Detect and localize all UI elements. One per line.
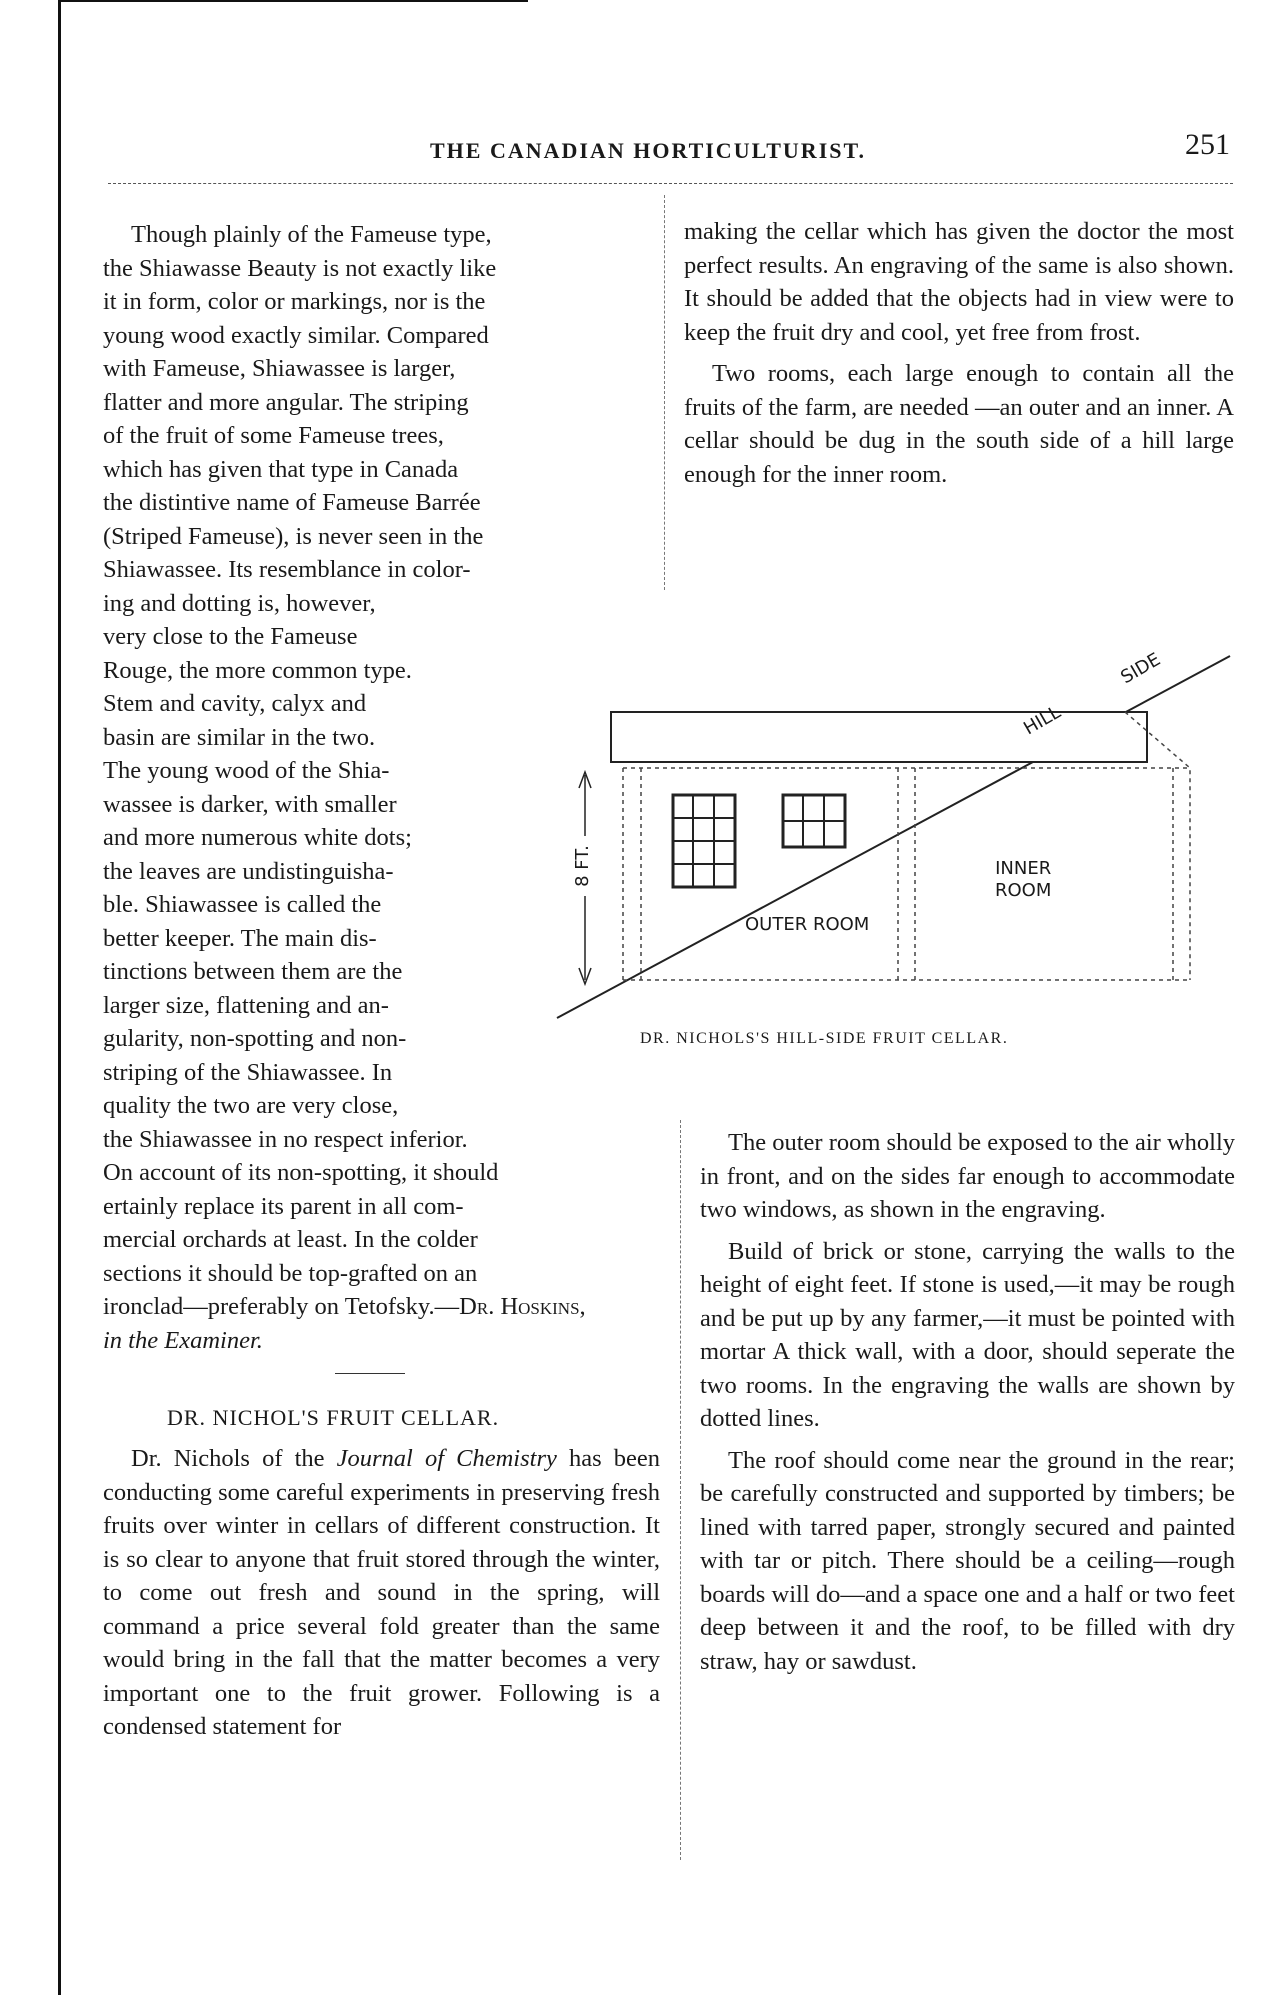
text-line: with Fameuse, Shiawassee is larger,: [103, 355, 456, 382]
right-article-top: [684, 215, 1234, 491]
text-line: and more numerous white dots;: [103, 824, 412, 851]
label-outer-room: OUTER ROOM: [745, 914, 870, 935]
text-line: Stem and cavity, calyx and: [103, 690, 367, 717]
roof: [611, 712, 1147, 762]
text-line: which has given that type in Canada: [103, 455, 459, 483]
left-para-2: [103, 1442, 660, 1744]
attribution-line: [75, 1290, 660, 1324]
text-line: ing and dotting is, however,: [103, 589, 376, 617]
scan-edge-line: [58, 0, 61, 1995]
right-article-bottom: [700, 1126, 1235, 1678]
header-rule: [108, 183, 1233, 184]
text-line: the Shiawasse Beauty is not exactly like: [103, 254, 497, 282]
author-name: Dr. Hoskins,: [459, 1293, 586, 1320]
text-line: Shiawassee. Its resemblance in color-: [103, 556, 471, 583]
window-2: [783, 795, 845, 847]
text-line: wassee is darker, with smaller: [103, 790, 397, 818]
cellar-figure: [555, 650, 1235, 1050]
label-height: 8 FT.: [572, 836, 594, 896]
label-side: SIDE: [1117, 648, 1165, 689]
text-line: it in form, color or markings, nor is the: [103, 288, 486, 315]
text-line: striping of the Shiawassee. In: [103, 1058, 393, 1086]
running-title: THE CANADIAN HORTICULTURIST.: [430, 138, 867, 163]
label-hill: HILL: [1020, 701, 1065, 740]
right-para-3: The outer room should be exposed to the air wholly in front, and on the sides far enough to accommodate two windows, as shown in the engraving.: [700, 1129, 1235, 1223]
text-run: has been conducting some careful experiments in preserving fresh fruits over winter in cellars of different construction. It is so clear to anyone that fruit stored through the winter, to come out fresh and sound in the spring, will command a price several fold greater than the same would bring in the fall that the matter becomes a very important one to the fruit grower. Following is a condensed statement for: [103, 1445, 660, 1740]
figure-caption: DR. NICHOLS'S HILL-SIDE FRUIT CELLAR.: [640, 1030, 1009, 1047]
text-line: mercial orchards at least. In the colder: [103, 1226, 478, 1253]
text-line-start: ironclad—preferably on Tetofsky.—: [103, 1293, 460, 1320]
text-line: flatter and more angular. The striping: [103, 388, 469, 416]
text-line: The young wood of the Shia-: [103, 757, 390, 784]
text-line: (Striped Fameuse), is never seen in the: [103, 522, 484, 550]
section-separator: [335, 1373, 405, 1374]
right-para-2: Two rooms, each large enough to contain all the fruits of the farm, are needed —an outer and an inner. A cellar should be dug in the south side of a hill large enough for the inner room.: [684, 360, 1234, 488]
text-line: gularity, non-spotting and non-: [103, 1025, 407, 1052]
text-line: of the fruit of some Fameuse trees,: [103, 422, 444, 449]
text-line: the Shiawassee in no respect inferior.: [103, 1125, 468, 1153]
right-para-1: making the cellar which has given the doctor the most perfect results. An engraving of the same is also shown. It should be added that the objects had in view were to keep the fruit dry and cool, yet free from frost.: [684, 218, 1234, 346]
label-inner-line: INNER: [995, 858, 1052, 879]
right-para-5: The roof should come near the ground in the rear; be carefully constructed and supported by timbers; be lined with tarred paper, strongly secured and painted with tar or pitch. There should be a ceiling—rough boards will do—and a space one and a half or two feet deep between it and the roof, to be filled with dry straw, hay or sawdust.: [700, 1446, 1235, 1675]
source-name: in the Examiner.: [103, 1326, 263, 1354]
text-line: ertainly replace its parent in all com-: [103, 1192, 464, 1220]
text-line: the leaves are undistinguisha-: [103, 857, 394, 885]
text-line: tinctions between them are the: [103, 958, 403, 985]
text-line: better keeper. The main dis-: [103, 924, 377, 952]
text-line: On account of its non-spotting, it should: [103, 1159, 499, 1186]
text-line: the distintive name of Fameuse Barrée: [103, 489, 481, 516]
window-1: [673, 795, 735, 887]
page-header: [110, 128, 1230, 168]
column-divider-top: [664, 195, 665, 590]
text-line: larger size, flattening and an-: [103, 991, 389, 1019]
text-line: quality the two are very close,: [103, 1092, 399, 1119]
section-title: DR. NICHOL'S FRUIT CELLAR.: [167, 1405, 500, 1430]
hillside-line: [557, 656, 1230, 1018]
text-line: Rouge, the more common type.: [103, 656, 412, 684]
text-run: Dr. Nichols of the: [131, 1445, 337, 1472]
text-line: basin are similar in the two.: [103, 723, 376, 751]
column-divider-bottom: [680, 1120, 681, 1860]
journal-title: Journal of Chemistry: [336, 1445, 557, 1472]
text-line: ble. Shiawassee is called the: [103, 891, 382, 918]
text-line: Though plainly of the Fameuse type,: [131, 221, 492, 248]
page-number: 251: [1185, 128, 1230, 161]
text-line: very close to the Fameuse: [103, 623, 358, 650]
right-para-4: Build of brick or stone, carrying the walls to the height of eight feet. If stone is used,—it may be rough and be put up by any farmer,—it must be pointed with mortar A thick wall, with a door, should seperate the two rooms. In the engraving the walls are shown by dotted lines.: [700, 1237, 1235, 1432]
left-article-2-body: [103, 1442, 660, 1744]
text-line: sections it should be top-grafted on an: [103, 1259, 478, 1287]
label-inner-line: ROOM: [995, 880, 1052, 901]
scan-top-line: [58, 0, 528, 2]
label-inner-room: [995, 858, 1051, 902]
text-line: young wood exactly similar. Compared: [103, 321, 489, 349]
cellar-diagram: [555, 650, 1235, 1050]
